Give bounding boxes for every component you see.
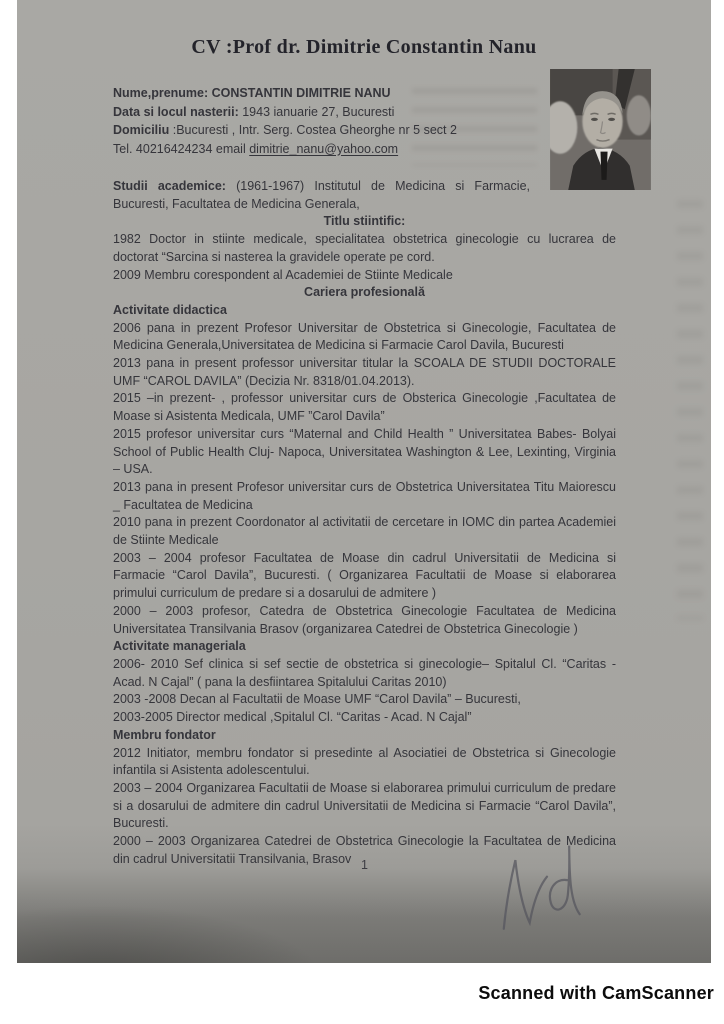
cv-paragraph: 2003 – 2004 Organizarea Facultatii de Moase si elaborarea primului curriculum de predare si a dosarului de admitere din cadrul Universitatii de Medicina si Farmacie “Carol Davila”, Bucuresti. (113, 780, 616, 831)
cv-paragraph: 2003 – 2004 profesor Facultatea de Moase din cadrul Universitatii de Medicina si Farmacie “Carol Davila”, Bucuresti. ( Organizarea Facultatii de Moase si elaborarea primului curriculum de predare si a dosarului de admitere ) (113, 550, 616, 601)
birth-line: Data si locul nasterii: 1943 ianuarie 27, Bucuresti (113, 104, 395, 119)
scanned-cv-document (17, 0, 711, 963)
cv-paragraph: 1982 Doctor in stiinte medicale, specialitatea obstetrica ginecologie cu lucrarea de doctorat “Sarcina si nasterea la gravidele operate pe cord. (113, 232, 616, 264)
cv-paragraph: 2015 –in prezent- , professor universitar curs de Obsterica Ginecologie ,Facultatea de Moase si Asistenta Medicala, UMF ”Carol Davila” (113, 391, 616, 424)
page-number: 1 (361, 858, 368, 872)
camscanner-watermark: Scanned with CamScanner (478, 983, 714, 1003)
cv-paragraph: 2006- 2010 Sef clinica si sef sectie de obstetrica si ginecologie– Spitalul Cl. “Caritas - Acad. N Cajal” ( pana la desfiintarea Spitalului Caritas 2010) (113, 656, 616, 689)
photo-wrap-spacer (530, 178, 616, 191)
section-heading-titlu: Titlu stiintific: (323, 214, 406, 229)
cv-paragraph: 2006 pana in prezent Profesor Universitar de Obstetrica si Ginecologie, Facultatea de Medicina Generala,Universitatea de Medicina si Farmacie Carol Davila, Bucuresti (113, 320, 616, 353)
section-heading-didactica: Activitate didactica (113, 302, 227, 317)
cv-paragraph: 2015 profesor universitar curs “Maternal and Child Health ” Universitatea Babes- Bolyai School of Public Health Cluj- Napoca, Universitatea Washington & Lee, Lexinting, Virginia – USA. (113, 426, 616, 477)
section-heading-cariera: Cariera profesională (304, 285, 425, 300)
handwritten-signature (484, 838, 603, 944)
personal-info-block (113, 84, 616, 158)
cv-paragraph: 2003 -2008 Decan al Facultatii de Moase UMF “Carol Davila” – Bucuresti, (113, 692, 521, 707)
address-line: Domiciliu :Bucuresti , Intr. Serg. Costea Gheorghe nr 5 sect 2 (113, 123, 457, 137)
cv-paragraph: 2000 – 2003 Organizarea Catedrei de Obstetrica Ginecologie la Facultatea de Medicina din cadrul Universitatii Transilvania, Brasov (113, 834, 616, 866)
email-link[interactable]: dimitrie_nanu@yahoo.com (249, 141, 399, 156)
cv-paragraph: 2003-2005 Director medical ,Spitalul Cl. “Caritas - Acad. N Cajal” (113, 710, 472, 725)
section-heading-fondator: Membru fondator (113, 727, 216, 742)
studii-academice-paragraph: Studii academice: (1961-1967) Institutul de Medicina si Farmacie, Bucuresti, Facultatea de Medicina Generala, (113, 178, 616, 213)
section-heading-manageriala: Activitate manageriala (113, 639, 246, 654)
contact-line: Tel. 40216424234 email dimitrie_nanu@yahoo.com (113, 141, 399, 156)
cv-paragraph: 2013 pana in present Profesor universitar curs de Obstetrica Universitatea Titu Maiorescu _ Facultatea de Medicina (113, 479, 616, 512)
cv-paragraph: 2000 – 2003 profesor, Catedra de Obstetrica Ginecologie Facultatea de Medicina Universitatea Transilvania Brasov (organizarea Catedrei de Obstetrica Ginecologie ) (113, 603, 616, 636)
cv-paragraph: 2012 Initiator, membru fondator si presedinte al Asociatiei de Obstetrica si Ginecologie infantila si Asistenta adolescentului. (113, 745, 616, 778)
cv-paragraph: 2013 pana in present professor universitar titular la SCOALA DE STUDII DOCTORALE UMF “CAROL DAVILA” (Decizia Nr. 8318/01.04.2013). (113, 356, 616, 388)
cv-title: CV :Prof dr. Dimitrie Constantin Nanu (191, 36, 537, 58)
name-line: Nume,prenume: CONSTANTIN DIMITRIE NANU (113, 86, 391, 100)
cv-paragraph: 2009 Membru corespondent al Academiei de Stiinte Medicale (113, 267, 453, 282)
cv-body (113, 84, 616, 868)
bleed-through-artifact (677, 200, 703, 620)
cv-paragraph: 2010 pana in prezent Coordonator al activitatii de cercetare in IOMC din partea Academiei de Stiinte Medicale (113, 515, 616, 548)
